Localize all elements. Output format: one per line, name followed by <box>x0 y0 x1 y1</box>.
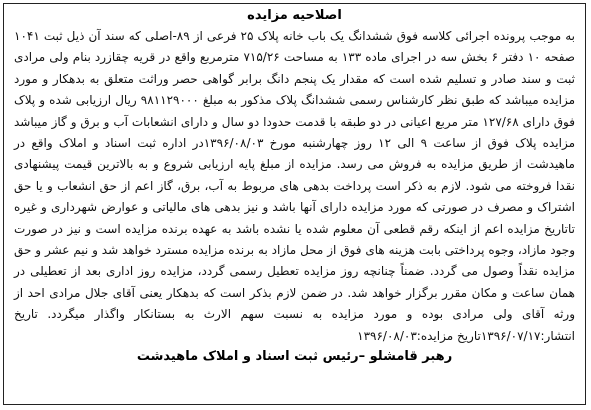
notice-title: اصلاحیه مزایده <box>247 8 342 23</box>
auction-notice <box>3 3 586 405</box>
notice-signature: رهبر قامشلو –رئیس ثبت اسناد و املاک ماهیدشت <box>136 349 453 365</box>
notice-body: به موجب پرونده اجرائی کلاسه فوق ششدانگ یک باب خانه پلاک ۲۵ فرعی از ۸۹-اصلی که سند آن ذیل ثبت ۱۰۴۱ صفحه ۱۰ دفتر ۶ بخش سه در اجرای ماده ۱۳۳ به مساحت ۷۱۵/۲۶ مترمربع واقع در قریه چقازرد بنام ولی مرادی ثبت و سند صادر و تسلیم شده است که مقدار یک پنجم دانگ برابر گواهی حصر وراثت متعلق به بدهکار و مورد مزایده میباشد که طبق نظر کارشناس رسمی ششدانگ پلاک مذکور به مبلغ ۹۸۱۱۲۹۰۰۰ ریال ارزیابی شده و پلاک فوق دارای ۱۲۷/۶۸ متر مربع اعیانی در دو طبقه با قدمت حدودا دو سال و دارای انشعابات آب و برق و گاز میباشد مزایده پلاک فوق از ساعت ۹ الی ۱۲ روز چهارشنبه مورخ ۱۳۹۶/۰۸/۰۳در اداره ثبت اسناد و املاک واقع در ماهیدشت از طریق مزایده به فروش می رسد. مزایده از مبلغ پایه ارزیابی شروع و به بالاترین قیمت پیشنهادی نقدا فروخته می شود. لازم به ذکر است پرداخت بدهی های مربوط به آب، برق، گاز اعم از حق انشعاب و یا حق اشتراک و مصرف در صورتی که مورد مزایده دارای آنها باشد و نیز بدهی های مالیاتی و عوارض شهرداری و غیره تاتاریخ مزایده اعم از اینکه رقم قطعی آن معلوم شده یا نشده باشد به عهده برنده مزایده است و نیز در صورت وجود مازاد، وجوه پرداختی بابت هزینه های فوق از محل مازاد به برنده مزایده مسترد خواهد شد و نیم عشر و حق مزایده نقداً وصول می گردد. ضمناً چنانچه روز مزایده تعطیل رسمی گردد، مزایده روز اداری بعد از تعطیلی در همان ساعت و مکان مقرر برگزار خواهد شد. در ضمن لازم بذکر است که بدهکار یعنی آقای جلال مرادی احد از ورثه آقای ولی مرادی بوده و مورد مزایده به نسبت سهم الارث به بستانکار واگذار میگردد. تاریخ انتشار:۱۳۹۶/۰۷/۱۷تاریخ مزایده:۱۳۹۶/۰۸/۰۳ <box>14 29 575 343</box>
